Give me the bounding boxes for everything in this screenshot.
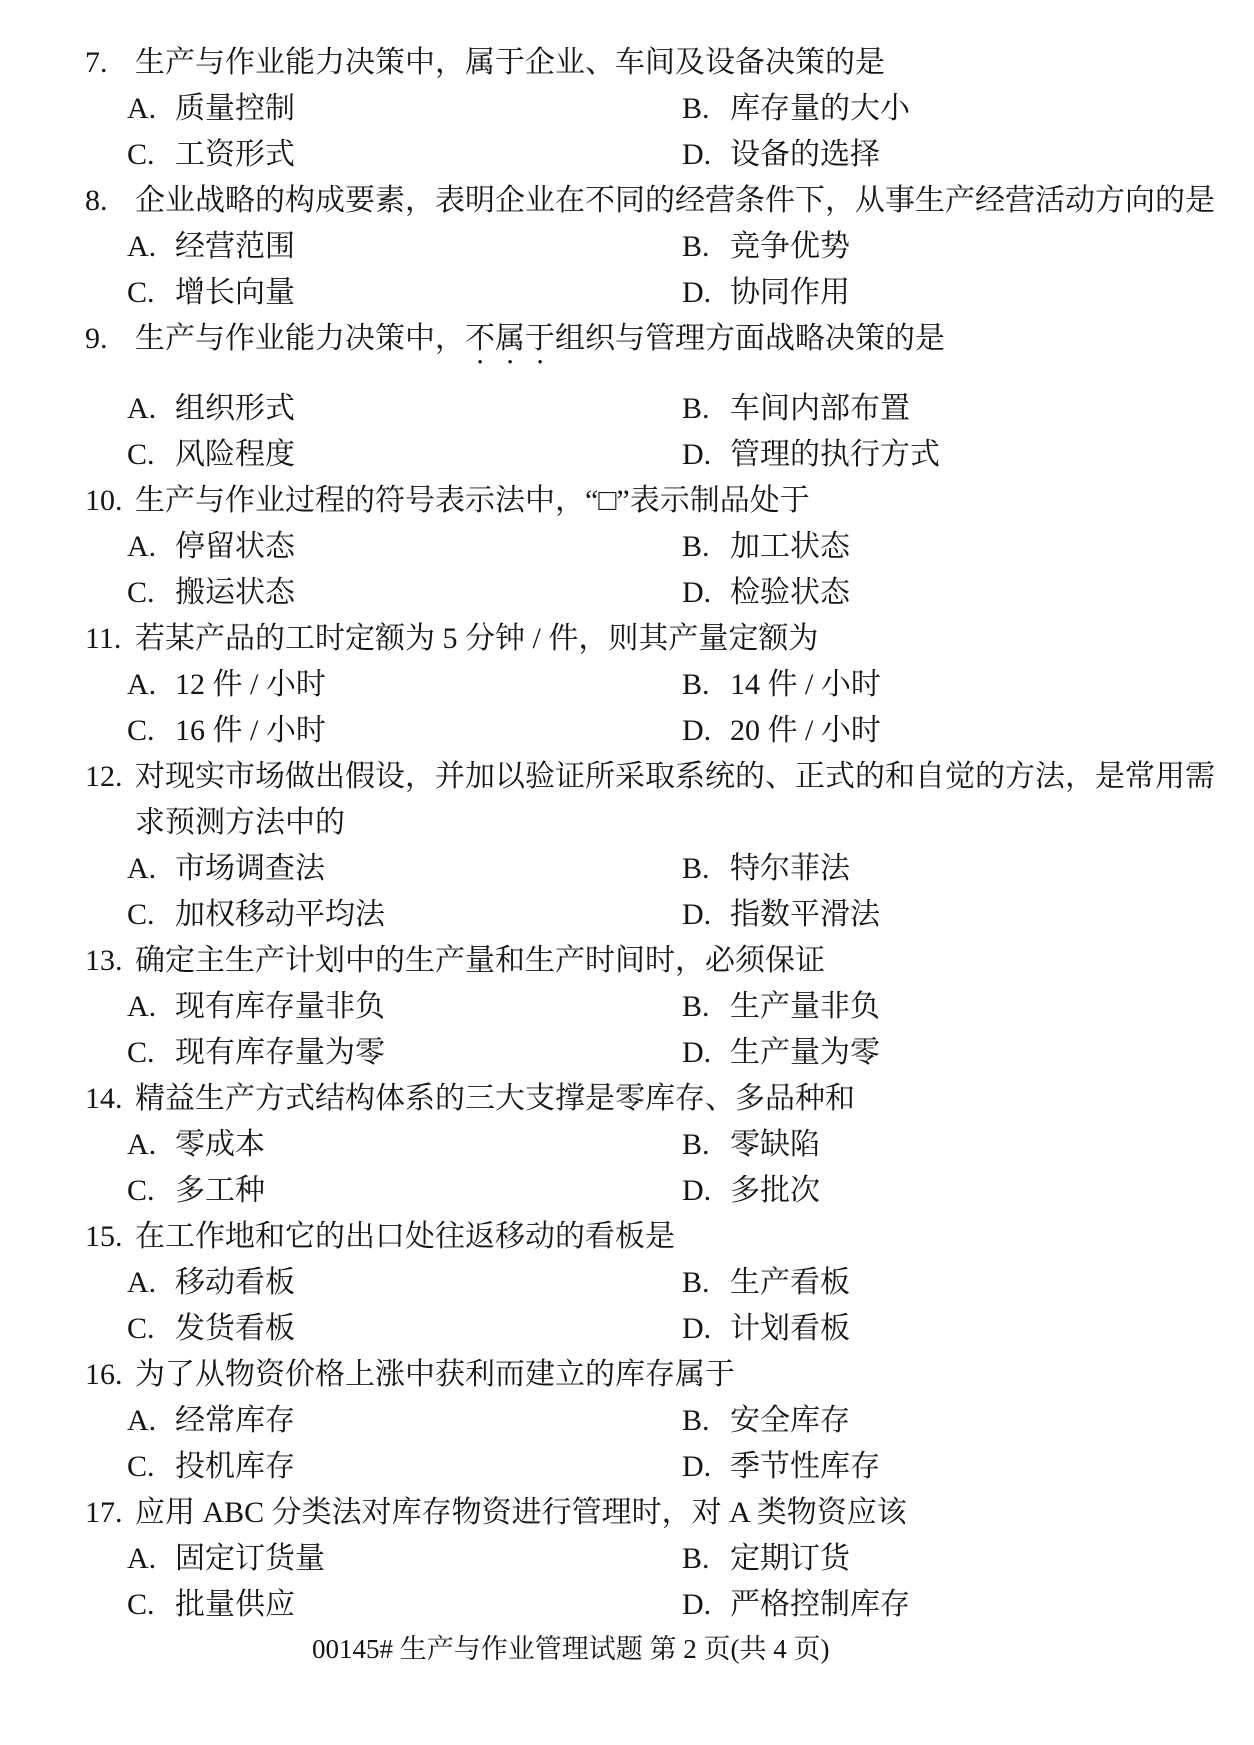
question-text: 在工作地和它的出口处往返移动的看板是 (135, 1220, 675, 1253)
option-text: 生产量为零 (730, 1036, 880, 1069)
option-label: D. (682, 1036, 712, 1069)
option-a (127, 668, 682, 701)
option-c (127, 1450, 682, 1483)
option-text: 指数平滑法 (730, 898, 880, 931)
option-text: 14 件 / 小时 (730, 668, 881, 701)
option-text: 现有库存量非负 (175, 990, 385, 1023)
question-15-options-ab (0, 1266, 1254, 1299)
option-text: 车间内部布置 (730, 392, 910, 425)
option-d (682, 138, 880, 171)
question-text: 生产与作业能力决策中，属于企业、车间及设备决策的是 (135, 46, 885, 79)
question-text: 对现实市场做出假设，并加以验证所采取系统的、正式的和自觉的方法，是常用需 (135, 760, 1215, 793)
page-footer: 00145# 生产与作业管理试题 第 2 页(共 4 页) (312, 1634, 830, 1664)
option-label: A. (127, 392, 157, 425)
option-b (682, 1542, 850, 1575)
question-16 (0, 1358, 1254, 1391)
option-label: B. (682, 1128, 710, 1161)
question-text-emphasized: 不属于 (465, 322, 555, 355)
question-number: 17. (85, 1496, 123, 1529)
option-a (127, 1266, 682, 1299)
question-13-options-ab (0, 990, 1254, 1023)
question-17 (0, 1496, 1254, 1529)
option-label: D. (682, 138, 712, 171)
option-text: 现有库存量为零 (175, 1036, 385, 1069)
question-number: 12. (85, 760, 123, 793)
question-number: 9. (85, 322, 108, 355)
option-label: B. (682, 990, 710, 1023)
option-text: 严格控制库存 (730, 1588, 910, 1621)
question-14 (0, 1082, 1254, 1115)
option-text: 发货看板 (175, 1312, 295, 1345)
option-label: D. (682, 898, 712, 931)
option-text: 多工种 (175, 1174, 265, 1207)
option-label: A. (127, 530, 157, 563)
question-text: 精益生产方式结构体系的三大支撑是零库存、多品种和 (135, 1082, 855, 1115)
option-text: 设备的选择 (730, 138, 880, 171)
option-label: C. (127, 714, 155, 747)
option-label: B. (682, 1266, 710, 1299)
option-a (127, 1542, 682, 1575)
option-text: 16 件 / 小时 (175, 714, 326, 747)
question-10-options-cd (0, 576, 1254, 609)
option-a (127, 852, 682, 885)
option-label: D. (682, 576, 712, 609)
option-label: C. (127, 1312, 155, 1345)
option-label: D. (682, 438, 712, 471)
question-text: 确定主生产计划中的生产量和生产时间时，必须保证 (135, 944, 825, 977)
option-label: C. (127, 1588, 155, 1621)
option-b (682, 1128, 820, 1161)
option-text: 20 件 / 小时 (730, 714, 881, 747)
option-c (127, 1312, 682, 1345)
question-text (135, 322, 945, 371)
option-label: B. (682, 1404, 710, 1437)
question-number: 10. (85, 484, 123, 517)
question-15-options-cd (0, 1312, 1254, 1345)
option-c (127, 898, 682, 931)
option-label: A. (127, 1542, 157, 1575)
question-14-options-ab (0, 1128, 1254, 1161)
option-c (127, 138, 682, 171)
question-number: 8. (85, 184, 108, 217)
option-label: A. (127, 230, 157, 263)
question-9-options-cd (0, 438, 1254, 471)
option-label: B. (682, 392, 710, 425)
question-13 (0, 944, 1254, 977)
option-d (682, 714, 881, 747)
option-a (127, 92, 682, 125)
option-b (682, 1404, 850, 1437)
option-label: C. (127, 898, 155, 931)
option-label: A. (127, 668, 157, 701)
option-c (127, 276, 682, 309)
option-text: 质量控制 (175, 92, 295, 125)
question-8-options-ab (0, 230, 1254, 263)
question-8 (0, 184, 1254, 217)
option-text: 零成本 (175, 1128, 265, 1161)
option-label: D. (682, 1450, 712, 1483)
option-text: 库存量的大小 (730, 92, 910, 125)
question-15 (0, 1220, 1254, 1253)
option-b (682, 92, 910, 125)
question-11-options-cd (0, 714, 1254, 747)
question-text-continued: 求预测方法中的 (135, 806, 345, 839)
option-label: A. (127, 1266, 157, 1299)
question-number: 14. (85, 1082, 123, 1115)
option-label: A. (127, 92, 157, 125)
option-text: 经常库存 (175, 1404, 295, 1437)
option-label: A. (127, 852, 157, 885)
option-c (127, 438, 682, 471)
option-text: 工资形式 (175, 138, 295, 171)
option-label: B. (682, 530, 710, 563)
question-number: 13. (85, 944, 123, 977)
option-text: 投机库存 (175, 1450, 295, 1483)
option-d (682, 1588, 910, 1621)
option-a (127, 230, 682, 263)
option-a (127, 530, 682, 563)
question-text: 企业战略的构成要素，表明企业在不同的经营条件下，从事生产经营活动方向的是 (135, 184, 1215, 217)
question-10-options-ab (0, 530, 1254, 563)
option-text: 风险程度 (175, 438, 295, 471)
option-b (682, 990, 880, 1023)
question-12-options-cd (0, 898, 1254, 931)
option-b (682, 392, 910, 425)
option-c (127, 1588, 682, 1621)
option-a (127, 1404, 682, 1437)
question-17-options-cd (0, 1588, 1254, 1621)
option-label: D. (682, 276, 712, 309)
question-12-options-ab (0, 852, 1254, 885)
option-text: 12 件 / 小时 (175, 668, 326, 701)
option-b (682, 530, 850, 563)
option-text: 特尔菲法 (730, 852, 850, 885)
option-b (682, 1266, 850, 1299)
option-label: A. (127, 1404, 157, 1437)
question-text-post: 组织与管理方面战略决策的是 (555, 322, 945, 355)
option-label: C. (127, 1174, 155, 1207)
option-text: 组织形式 (175, 392, 295, 425)
option-label: D. (682, 714, 712, 747)
option-text: 竞争优势 (730, 230, 850, 263)
option-b (682, 668, 881, 701)
option-text: 安全库存 (730, 1404, 850, 1437)
option-label: A. (127, 1128, 157, 1161)
question-16-options-cd (0, 1450, 1254, 1483)
option-c (127, 576, 682, 609)
question-9 (0, 322, 1254, 371)
option-label: B. (682, 230, 710, 263)
option-text: 加工状态 (730, 530, 850, 563)
option-text: 定期订货 (730, 1542, 850, 1575)
question-13-options-cd (0, 1036, 1254, 1069)
option-text: 计划看板 (730, 1312, 850, 1345)
option-text: 市场调查法 (175, 852, 325, 885)
option-text: 移动看板 (175, 1266, 295, 1299)
option-label: B. (682, 852, 710, 885)
question-text-pre: 生产与作业能力决策中， (135, 322, 465, 355)
option-text: 生产量非负 (730, 990, 880, 1023)
question-14-options-cd (0, 1174, 1254, 1207)
question-7 (0, 46, 1254, 79)
option-text: 零缺陷 (730, 1128, 820, 1161)
option-label: B. (682, 92, 710, 125)
option-text: 搬运状态 (175, 576, 295, 609)
option-text: 批量供应 (175, 1588, 295, 1621)
option-label: D. (682, 1312, 712, 1345)
question-9-options-ab (0, 392, 1254, 425)
question-text: 为了从物资价格上涨中获利而建立的库存属于 (135, 1358, 735, 1391)
option-label: D. (682, 1588, 712, 1621)
option-label: C. (127, 138, 155, 171)
option-text: 多批次 (730, 1174, 820, 1207)
option-label: C. (127, 276, 155, 309)
option-b (682, 230, 850, 263)
question-text: 生产与作业过程的符号表示法中，“□”表示制品处于 (135, 484, 810, 517)
option-d (682, 276, 850, 309)
option-d (682, 1036, 880, 1069)
option-a (127, 392, 682, 425)
option-a (127, 990, 682, 1023)
option-label: B. (682, 1542, 710, 1575)
option-text: 增长向量 (175, 276, 295, 309)
option-b (682, 852, 850, 885)
question-7-options-ab (0, 92, 1254, 125)
option-text: 检验状态 (730, 576, 850, 609)
question-number: 7. (85, 46, 108, 79)
option-text: 管理的执行方式 (730, 438, 940, 471)
question-number: 11. (85, 622, 122, 655)
question-11-options-ab (0, 668, 1254, 701)
option-label: C. (127, 1036, 155, 1069)
option-text: 生产看板 (730, 1266, 850, 1299)
option-c (127, 714, 682, 747)
question-7-options-cd (0, 138, 1254, 171)
option-d (682, 576, 850, 609)
option-label: B. (682, 668, 710, 701)
option-label: A. (127, 990, 157, 1023)
option-text: 固定订货量 (175, 1542, 325, 1575)
question-number: 15. (85, 1220, 123, 1253)
option-text: 加权移动平均法 (175, 898, 385, 931)
question-text: 若某产品的工时定额为 5 分钟 / 件，则其产量定额为 (135, 622, 819, 655)
option-d (682, 1174, 820, 1207)
question-11 (0, 622, 1254, 655)
option-text: 季节性库存 (730, 1450, 880, 1483)
option-label: C. (127, 438, 155, 471)
question-8-options-cd (0, 276, 1254, 309)
option-d (682, 438, 940, 471)
option-label: C. (127, 1450, 155, 1483)
option-text: 协同作用 (730, 276, 850, 309)
option-text: 停留状态 (175, 530, 295, 563)
option-label: C. (127, 576, 155, 609)
question-10 (0, 484, 1254, 517)
option-d (682, 1450, 880, 1483)
option-a (127, 1128, 682, 1161)
option-label: D. (682, 1174, 712, 1207)
option-c (127, 1174, 682, 1207)
question-12 (0, 760, 1254, 793)
option-d (682, 898, 880, 931)
option-c (127, 1036, 682, 1069)
question-17-options-ab (0, 1542, 1254, 1575)
option-text: 经营范围 (175, 230, 295, 263)
question-text: 应用 ABC 分类法对库存物资进行管理时，对 A 类物资应该 (135, 1496, 907, 1529)
question-16-options-ab (0, 1404, 1254, 1437)
option-d (682, 1312, 850, 1345)
question-number: 16. (85, 1358, 123, 1391)
